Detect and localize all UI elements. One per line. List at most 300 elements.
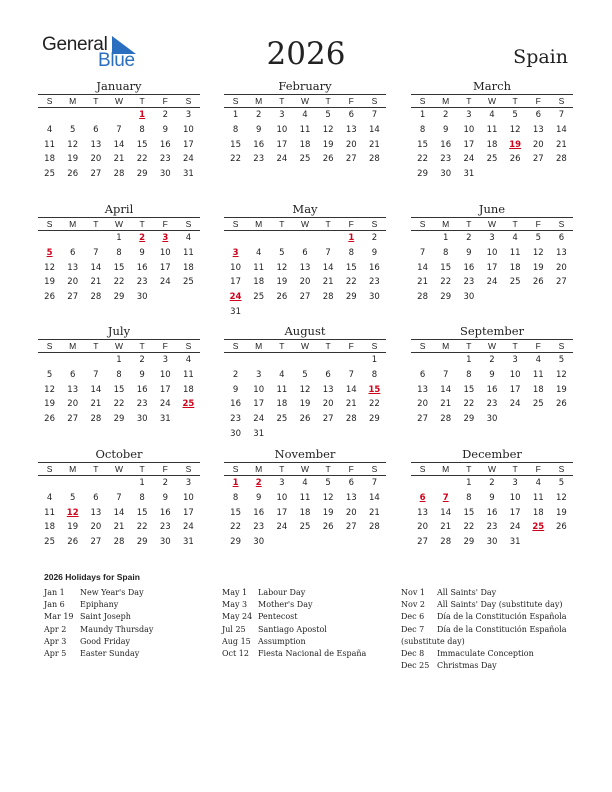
day-cell: 16 (463, 262, 475, 273)
day-cell: 3 (162, 355, 168, 366)
day-cell: 5 (558, 478, 565, 489)
day-cell: 5 (70, 493, 76, 504)
day-cell: 8 (139, 125, 145, 136)
day-cell: 8 (232, 493, 239, 504)
holiday-date: Jan 1 (44, 588, 65, 597)
day-cell: 21 (440, 399, 452, 410)
day-cell: 21 (345, 399, 357, 410)
weekday-header: W (480, 95, 503, 108)
month-table (411, 94, 573, 181)
month-name: February (278, 79, 332, 93)
weekday-header: T (84, 95, 107, 108)
weekday-header: T (84, 218, 107, 231)
day-cell: 18 (532, 507, 544, 518)
weekday-header: M (247, 463, 270, 476)
day-cell: 7 (348, 370, 354, 381)
day-cell: 25 (44, 169, 55, 180)
day-cell: 13 (417, 507, 428, 518)
day-cell: 16 (486, 384, 498, 395)
weekday-header: F (527, 218, 550, 231)
day-cell: 6 (93, 125, 99, 136)
day-cell: 7 (93, 248, 99, 259)
day-cell: 15 (113, 384, 125, 395)
holiday-list (44, 572, 584, 671)
month-table (224, 462, 386, 549)
week-row (411, 368, 573, 383)
week-row (38, 260, 200, 275)
week-row (224, 304, 386, 319)
day-cell: 27 (417, 414, 428, 425)
day-cell: 13 (67, 262, 79, 273)
day-cell: 14 (417, 262, 428, 273)
day-cell: 19 (44, 277, 55, 288)
weekday-header: S (411, 463, 434, 476)
weekday-header: W (107, 340, 130, 353)
day-cell: 8 (116, 370, 122, 381)
day-cell: 2 (162, 478, 168, 489)
day-cell: 3 (466, 110, 472, 121)
day-cell: 26 (556, 522, 567, 533)
day-cell: 4 (489, 110, 495, 121)
day-cell: 10 (276, 493, 288, 504)
empty-day-cell (107, 108, 130, 123)
day-cell: 15 (463, 507, 475, 518)
weekday-header: T (457, 95, 480, 108)
day-cell: 8 (443, 248, 449, 259)
weekday-header: S (224, 340, 247, 353)
empty-day-cell (363, 426, 386, 441)
weekday-header: T (270, 218, 293, 231)
day-cell: 22 (113, 277, 125, 288)
day-cell: 14 (113, 139, 125, 150)
holiday-entry (44, 648, 153, 660)
empty-day-cell (411, 353, 434, 368)
day-cell: 15 (345, 262, 357, 273)
week-row (38, 535, 200, 550)
holiday-date: Mar 19 (44, 612, 74, 622)
month-table (411, 462, 573, 549)
day-cell: 21 (369, 139, 380, 150)
weekday-header: M (247, 218, 270, 231)
empty-day-cell (293, 353, 316, 368)
month-june (411, 202, 573, 304)
day-cell: 19 (532, 262, 544, 273)
empty-day-cell (480, 290, 503, 305)
day-cell: 28 (90, 292, 102, 303)
day-cell: 18 (532, 384, 544, 395)
day-cell: 14 (556, 125, 567, 136)
month-name: October (95, 447, 143, 461)
day-cell: 9 (162, 125, 168, 136)
day-cell: 12 (67, 139, 79, 150)
day-cell: 12 (276, 262, 288, 273)
month-name: November (274, 447, 336, 461)
empty-day-cell (504, 167, 527, 182)
empty-day-cell (38, 108, 61, 123)
day-cell: 1 (116, 355, 122, 366)
day-cell: 10 (486, 248, 498, 259)
day-cell: 5 (325, 110, 331, 121)
weekday-header: S (177, 218, 200, 231)
weekday-header: S (38, 340, 61, 353)
holiday-date: Apr 5 (44, 648, 67, 658)
month-name: June (478, 202, 506, 216)
holiday-entry (222, 648, 366, 660)
weekday-header: M (61, 218, 84, 231)
day-cell: 15 (230, 507, 241, 518)
day-cell: 9 (256, 125, 262, 136)
day-cell: 2 (139, 355, 145, 366)
day-cell: 10 (183, 125, 194, 136)
weekday-header: T (457, 340, 480, 353)
week-row (411, 123, 573, 138)
week-row (411, 353, 573, 368)
day-cell: 3 (185, 110, 192, 121)
weekday-header: T (131, 463, 154, 476)
holiday-entry (222, 636, 366, 648)
holiday-entry (401, 660, 567, 672)
empty-day-cell (38, 476, 61, 491)
holiday-name: Pentecost (258, 612, 298, 622)
day-cell: 21 (322, 277, 334, 288)
day-cell: 8 (348, 248, 354, 259)
day-cell: 22 (345, 277, 357, 288)
day-cell: 29 (230, 537, 241, 548)
day-cell: 20 (322, 399, 334, 410)
day-cell: 24 (486, 277, 498, 288)
holiday-day-cell: 19 (509, 139, 522, 150)
day-cell: 14 (440, 507, 452, 518)
day-cell: 26 (276, 292, 288, 303)
day-cell: 19 (322, 507, 334, 518)
holiday-name: Día de la Constitución Española (437, 612, 567, 622)
weekday-header: S (550, 463, 573, 476)
weekday-header: W (293, 463, 316, 476)
day-cell: 30 (159, 169, 171, 180)
day-cell: 28 (345, 414, 357, 425)
day-cell: 29 (463, 414, 475, 425)
day-cell: 17 (183, 139, 194, 150)
day-cell: 13 (345, 125, 357, 136)
day-cell: 14 (90, 262, 102, 273)
holiday-date: May 3 (222, 600, 248, 610)
day-cell: 27 (345, 154, 357, 165)
week-row (224, 412, 386, 427)
day-cell: 9 (256, 493, 262, 504)
day-cell: 12 (532, 248, 544, 259)
day-cell: 12 (556, 370, 567, 381)
day-cell: 18 (276, 399, 288, 410)
holiday-name: Saint Joseph (80, 612, 131, 622)
empty-day-cell (527, 167, 550, 182)
day-cell: 6 (302, 248, 308, 259)
week-row (38, 397, 200, 412)
week-row (38, 137, 200, 152)
month-may (224, 202, 386, 319)
weekday-header: W (293, 95, 316, 108)
day-cell: 6 (348, 478, 354, 489)
empty-day-cell (247, 304, 270, 319)
weekday-header: F (154, 95, 177, 108)
empty-day-cell (293, 304, 316, 319)
holiday-day-cell: 3 (232, 248, 239, 259)
holiday-date: Jul 25 (222, 624, 246, 634)
empty-day-cell (177, 412, 200, 427)
empty-day-cell (38, 353, 61, 368)
day-cell: 26 (322, 154, 334, 165)
empty-day-cell (480, 167, 503, 182)
empty-day-cell (550, 412, 573, 427)
weekday-header: M (61, 463, 84, 476)
day-cell: 17 (159, 262, 171, 273)
day-cell: 20 (345, 139, 357, 150)
day-cell: 17 (253, 399, 265, 410)
holiday-day-cell: 1 (139, 110, 146, 121)
day-cell: 17 (486, 262, 498, 273)
month-name: September (459, 324, 525, 338)
empty-day-cell (247, 353, 270, 368)
day-cell: 22 (463, 399, 475, 410)
day-cell: 4 (512, 233, 518, 244)
day-cell: 23 (440, 154, 452, 165)
day-cell: 11 (299, 493, 311, 504)
day-cell: 8 (232, 125, 239, 136)
day-cell: 9 (489, 493, 495, 504)
weekday-header: S (38, 218, 61, 231)
day-cell: 22 (136, 154, 148, 165)
day-cell: 22 (463, 522, 475, 533)
holiday-date: Apr 2 (44, 624, 67, 634)
holiday-column (44, 587, 153, 660)
month-april (38, 202, 200, 304)
day-cell: 17 (159, 384, 171, 395)
day-cell: 20 (345, 507, 357, 518)
day-cell: 7 (371, 478, 378, 489)
holiday-name: Epiphany (80, 600, 119, 610)
day-cell: 16 (369, 262, 380, 273)
day-cell: 28 (322, 292, 334, 303)
empty-day-cell (317, 304, 340, 319)
day-cell: 15 (417, 139, 428, 150)
weekday-header: T (317, 95, 340, 108)
day-cell: 11 (44, 507, 55, 518)
day-cell: 14 (369, 125, 380, 136)
holiday-date: Dec 7 (401, 624, 425, 634)
empty-day-cell (224, 231, 247, 246)
day-cell: 14 (369, 493, 380, 504)
holiday-name: Assumption (258, 636, 306, 646)
day-cell: 9 (232, 384, 239, 395)
day-cell: 22 (230, 522, 241, 533)
week-row (224, 535, 386, 550)
day-cell: 26 (532, 277, 544, 288)
empty-day-cell (363, 304, 386, 319)
weekday-header: T (317, 340, 340, 353)
week-row (38, 167, 200, 182)
day-cell: 5 (279, 248, 285, 259)
empty-day-cell (504, 290, 527, 305)
day-cell: 11 (183, 370, 194, 381)
day-cell: 1 (139, 478, 145, 489)
weekday-header: W (480, 340, 503, 353)
holiday-date: Nov 2 (401, 600, 425, 610)
day-cell: 29 (369, 414, 380, 425)
month-february (224, 79, 386, 167)
empty-day-cell (527, 412, 550, 427)
day-cell: 15 (230, 139, 241, 150)
day-cell: 22 (440, 277, 452, 288)
day-cell: 28 (113, 537, 125, 548)
day-cell: 5 (46, 370, 53, 381)
holiday-entry (401, 599, 567, 611)
day-cell: 26 (44, 292, 55, 303)
day-cell: 14 (90, 384, 102, 395)
day-cell: 21 (417, 277, 428, 288)
day-cell: 2 (371, 233, 378, 244)
week-row (411, 275, 573, 290)
week-row (224, 382, 386, 397)
day-cell: 23 (136, 277, 148, 288)
month-december (411, 447, 573, 549)
month-name: March (473, 79, 511, 93)
day-cell: 24 (463, 154, 475, 165)
holiday-date: Oct 12 (222, 648, 249, 658)
weekday-header: S (550, 340, 573, 353)
weekday-header: M (434, 463, 457, 476)
day-cell: 9 (139, 248, 145, 259)
day-cell: 3 (489, 233, 495, 244)
weekday-header: F (527, 340, 550, 353)
day-cell: 2 (162, 110, 168, 121)
holiday-entry (222, 611, 366, 623)
day-cell: 23 (159, 154, 171, 165)
month-august (224, 324, 386, 441)
day-cell: 12 (322, 125, 334, 136)
day-cell: 13 (532, 125, 544, 136)
weekday-header: M (247, 95, 270, 108)
holiday-name: All Saints' Day (substitute day) (437, 600, 563, 610)
day-cell: 30 (463, 292, 475, 303)
empty-day-cell (340, 353, 363, 368)
day-cell: 21 (556, 139, 567, 150)
holiday-date: Dec 6 (401, 612, 425, 622)
day-cell: 12 (44, 262, 55, 273)
week-row (224, 505, 386, 520)
holiday-date: Aug 15 (222, 636, 251, 646)
day-cell: 29 (440, 292, 452, 303)
day-cell: 1 (232, 110, 239, 121)
weekday-header: F (340, 340, 363, 353)
weekday-header: S (550, 218, 573, 231)
holiday-entry (44, 624, 153, 636)
day-cell: 16 (159, 139, 171, 150)
holiday-date: Dec 25 (401, 661, 430, 671)
day-cell: 21 (440, 522, 452, 533)
holiday-entry (222, 587, 366, 599)
holiday-date: May 24 (222, 612, 253, 622)
holiday-date: Dec 8 (401, 648, 425, 658)
month-name: December (462, 447, 522, 461)
day-cell: 1 (466, 355, 472, 366)
weekday-header: W (107, 463, 130, 476)
day-cell: 27 (345, 522, 357, 533)
weekday-header: S (550, 95, 573, 108)
day-cell: 9 (466, 248, 472, 259)
month-september (411, 324, 573, 426)
day-cell: 31 (230, 306, 241, 317)
day-cell: 20 (556, 262, 567, 273)
day-cell: 19 (276, 277, 288, 288)
empty-day-cell (224, 353, 247, 368)
day-cell: 4 (535, 355, 541, 366)
day-cell: 16 (440, 139, 452, 150)
holiday-name: Christmas Day (437, 661, 497, 671)
day-cell: 6 (93, 493, 99, 504)
holiday-day-cell: 24 (229, 292, 242, 303)
day-cell: 10 (509, 493, 521, 504)
day-cell: 30 (159, 537, 171, 548)
day-cell: 3 (279, 478, 285, 489)
day-cell: 9 (162, 493, 168, 504)
day-cell: 3 (185, 478, 192, 489)
empty-day-cell (61, 108, 84, 123)
empty-day-cell (61, 231, 84, 246)
day-cell: 20 (67, 399, 79, 410)
calendar-year: 2026 (266, 36, 346, 72)
week-row (411, 505, 573, 520)
weekday-header: T (270, 463, 293, 476)
month-table (38, 462, 200, 549)
holiday-name: Mother's Day (258, 600, 313, 610)
holiday-day-cell: 15 (368, 384, 381, 395)
holiday-date: Jan 6 (44, 600, 65, 610)
day-cell: 17 (463, 139, 475, 150)
empty-day-cell (154, 290, 177, 305)
holiday-day-cell: 7 (442, 493, 449, 504)
holiday-day-cell: 5 (46, 248, 53, 259)
day-cell: 16 (486, 507, 498, 518)
day-cell: 16 (253, 507, 265, 518)
month-november (224, 447, 386, 549)
weekday-header: T (84, 340, 107, 353)
day-cell: 22 (136, 522, 148, 533)
day-cell: 4 (279, 370, 285, 381)
day-cell: 16 (253, 139, 265, 150)
day-cell: 23 (486, 399, 498, 410)
weekday-header: T (504, 218, 527, 231)
day-cell: 3 (512, 355, 518, 366)
empty-day-cell (293, 231, 316, 246)
weekday-header: T (270, 340, 293, 353)
day-cell: 5 (512, 110, 518, 121)
weekday-header: T (504, 340, 527, 353)
day-cell: 14 (440, 384, 452, 395)
day-cell: 29 (463, 537, 475, 548)
day-cell: 13 (299, 262, 311, 273)
week-row (411, 246, 573, 261)
empty-day-cell (84, 231, 107, 246)
day-cell: 3 (256, 370, 262, 381)
week-row (38, 290, 200, 305)
weekday-header: S (363, 218, 386, 231)
day-cell: 4 (302, 110, 308, 121)
day-cell: 6 (70, 370, 76, 381)
holiday-day-cell: 2 (255, 478, 262, 489)
day-cell: 29 (417, 169, 428, 180)
day-cell: 11 (509, 248, 521, 259)
day-cell: 30 (440, 169, 452, 180)
month-table (224, 217, 386, 319)
